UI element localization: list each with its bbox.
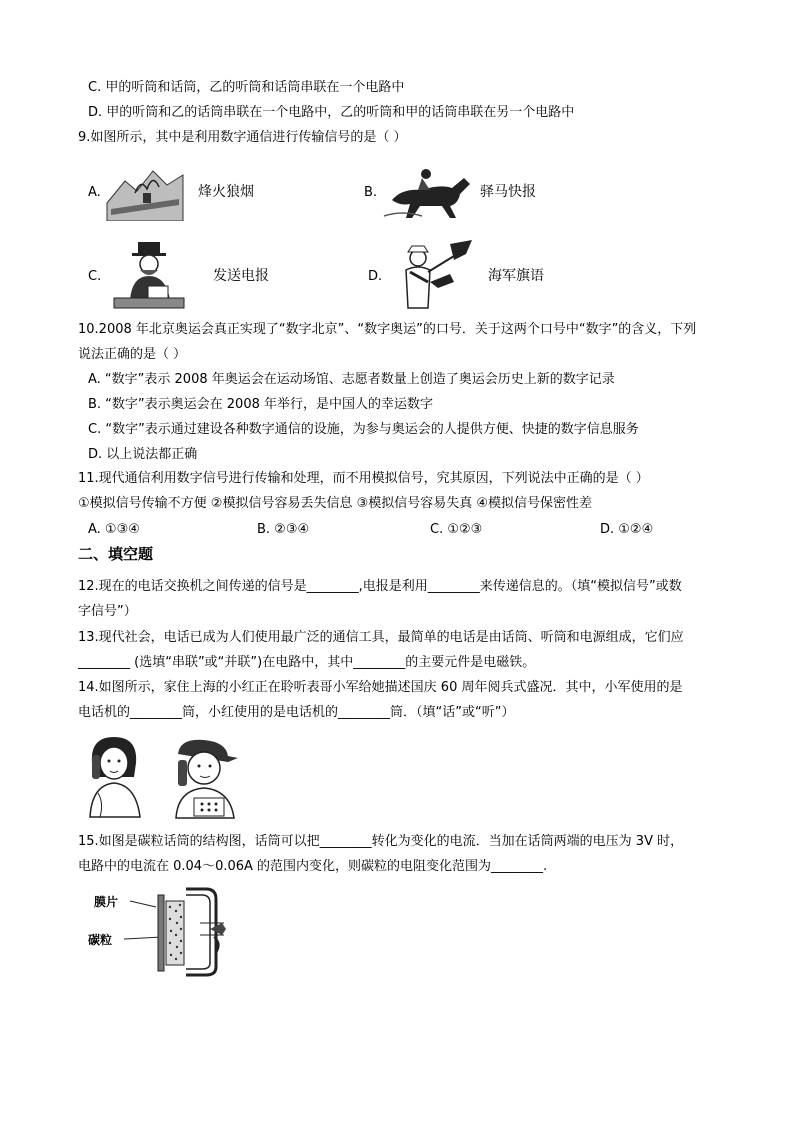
q13-line1: 13.现代社会，电话已成为人们使用最广泛的通信工具，最简单的电话是由话筒、听筒和电源组成，它们应: [78, 630, 684, 645]
q11-option-b: B. ②③④: [257, 522, 310, 537]
q11-stem: 11.现代通信利用数字信号进行传输和处理，而不用模拟信号，究其原因，下列说法中正确的是（ ）: [78, 471, 649, 486]
q15-line1: 15.如图是碳粒话筒的结构图，话筒可以把________转化为变化的电流．当加在话筒两端的电压为 3V 时，: [78, 834, 684, 849]
q10-option-b: B. “数字”表示奥运会在 2008 年举行，是中国人的幸运数字: [88, 397, 434, 412]
q10-option-d: D. 以上说法都正确: [88, 447, 198, 462]
q8-option-c: C. 甲的听筒和话筒，乙的听筒和话筒串联在一个电路中: [88, 80, 405, 95]
q10-option-a: A. “数字”表示 2008 年奥运会在运动场馆、志愿者数量上创造了奥运会历史上新的数字记录: [88, 372, 615, 387]
q11-option-d: D. ①②④: [600, 522, 654, 537]
q11-option-a: A. ①③④: [88, 522, 140, 537]
q9-option-c-letter: C.: [88, 269, 102, 284]
q9-option-d-caption: 海军旗语: [488, 268, 544, 284]
q15-line2: 电路中的电流在 0.04～0.06A 的范围内变化，则碳粒的电阻变化范围为________.: [78, 859, 548, 874]
q14-line2: 电话机的________筒，小红使用的是电话机的________筒．（填“话”或“听”）: [78, 705, 515, 720]
q13-line2: ________ (选填“串联”或“并联”)在电路中，其中________的主要元件是电磁铁。: [78, 655, 536, 670]
q9-option-a-letter: A.: [88, 185, 101, 200]
q12-line2: 字信号”）: [78, 604, 137, 619]
q10-stem-line2: 说法正确的是（ ）: [78, 347, 187, 362]
boy-on-phone-image: [168, 736, 240, 820]
q8-option-d: D. 甲的听筒和乙的话筒串联在一个电路中，乙的听筒和甲的话筒串联在另一个电路中: [88, 105, 575, 120]
q12-line1: 12.现在的电话交换机之间传递的信号是________,电报是利用________来传递信息的。（填“模拟信号”或数: [78, 579, 682, 594]
q10-stem-line1: 10.2008 年北京奥运会真正实现了“数字北京”、“数字奥运”的口号．关于这两个口号中“数字”的含义，下列: [78, 322, 697, 337]
q9-option-b-caption: 驿马快报: [480, 184, 536, 200]
q9-option-c-caption: 发送电报: [213, 268, 269, 284]
girl-on-phone-image: [84, 733, 144, 819]
horse-courier-image: [382, 160, 474, 222]
q9-stem: 9.如图所示，其中是利用数字通信进行传输信号的是（ ）: [78, 130, 407, 145]
q9-option-a-caption: 烽火狼烟: [198, 184, 254, 200]
q9-option-d-letter: D.: [368, 269, 383, 284]
section-heading: 二、填空题: [78, 545, 154, 563]
carbon-microphone-diagram: [82, 883, 232, 979]
diagram-label-carbon-granules: 碳粒: [88, 933, 113, 947]
q9-option-b-letter: B.: [364, 185, 378, 200]
telegraph-operator-image: [110, 240, 188, 312]
beacon-fire-image: [105, 163, 185, 221]
naval-semaphore-image: [394, 238, 478, 312]
diagram-label-diaphragm: 膜片: [94, 895, 119, 909]
q11-option-c: C. ①②③: [430, 522, 483, 537]
q10-option-c: C. “数字”表示通过建设各种数字通信的设施，为参与奥运会的人提供方便、快捷的数字信息服务: [88, 422, 639, 437]
q11-statements: ①模拟信号传输不方便 ②模拟信号容易丢失信息 ③模拟信号容易失真 ④模拟信号保密性差: [78, 496, 593, 511]
q14-line1: 14.如图所示，家住上海的小红正在聆听表哥小军给她描述国庆 60 周年阅兵式盛况．其中，小军使用的是: [78, 680, 683, 695]
microphone-structure-drawing: [82, 883, 232, 979]
